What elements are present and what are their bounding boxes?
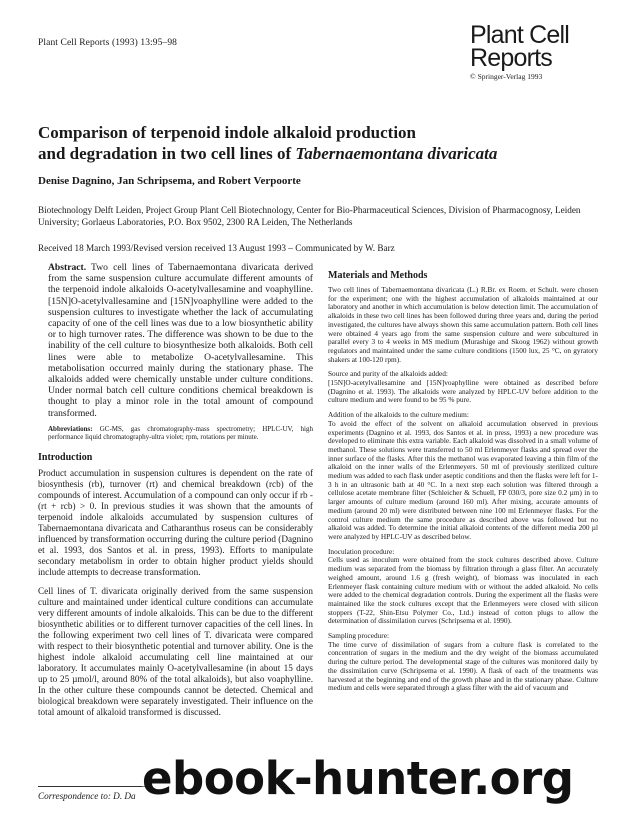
affiliation: Biotechnology Delft Leiden, Project Group Plant Cell Biotechnology, Center for Bio-Pharmaceutical Sciences, Division of Pharmacognosy, Leiden University; Gorlaeus Laboratories, P.O. Box 9502, 2300 RA Leiden, The Netherlands xyxy=(38,205,581,227)
inoculation-heading: Inoculation procedure: xyxy=(328,546,395,556)
source-heading: Source and purity of the alkaloids added: xyxy=(328,369,448,379)
abstract-text: Two cell lines of Tabernaemontana divaricata derived from the same suspension culture accumulate different amounts of the terpenoid indole alkaloids O-acetylvallesamine and voaphylline. [15N]O-acetylvallesamine and [15N]voaphylline were added to the suspension cultures to investigate whether the lack of accumulating capacity of one of the cell lines was due to a low biosynthetic ability or to high turnover rates. The difference was shown to be due to the inability of the cell culture to biosynthesize both alkaloids. Both cell lines were able to metabolize O-acetylvallesamine. This metabolisation occurred mainly during the stationary phase. The alkaloids added were chemically unstable under culture conditions. Under normal batch cell culture conditions chemical breakdown is thought to play a minor role in the total amount of compound transformed. xyxy=(48,262,313,419)
introduction-paragraph-2: Cell lines of T. divaricata originally derived from the same suspension culture and maintained under identical culture conditions can accumulate very different amounts of indole alkaloids. This can be due to the different biosynthetic abilities or to different turnover capacities of the cell lines. In the following experiment two cell lines of T. divaricata were compared with respect to their biosynthetic potential and turnover ability. One is the highest indole alkaloid accumulating cell line maintained at our laboratory. It accumulates mainly O-acetylvallesamine (in about 15 days up to 25 µmol/l, around 80% of the total alkaloids), but also voaphylline. In the other culture these compounds cannot be detected. Chemical and biological breakdown were separately investigated. Their influence on the total amount of alkaloid transformed is discussed. xyxy=(38,585,313,717)
right-column xyxy=(328,262,598,699)
authors: Denise Dagnino, Jan Schripsema, and Robert Verpoorte xyxy=(38,175,301,187)
abbreviations xyxy=(48,425,313,442)
left-column xyxy=(38,262,313,726)
methods-heading: Materials and Methods xyxy=(328,270,428,281)
source-text: [15N]O-acetylvallesamine and [15N]voaphylline were obtained as described before (Dagnino et al. 1993). The alkaloids were analyzed by HPLC-UV before addition to the culture medium and were found to be 95 % pure. xyxy=(328,378,598,405)
introduction-heading: Introduction xyxy=(38,451,93,463)
abstract xyxy=(38,262,313,419)
sampling-heading: Sampling procedure: xyxy=(328,631,389,641)
title-species: Tabernaemontana divaricata xyxy=(295,144,498,163)
sampling-text: The time curve of dissimilation of sugars from a culture flask is correlated to the concentration of sugars in the medium and the dry weight of the biomass accumulated during the culture period. The developmental stage of the cultures was monitored daily by the dissimilation curve (Schripsema et al. 1990). A flask of each of the treatments was harvested at the beginning and end of the growth phase and in the stationary phase. Culture medium and cells were separated through a glass filter with the aid of vacuum and xyxy=(328,639,598,693)
title-line-1: Comparison of terpenoid indole alkaloid production xyxy=(38,123,416,142)
watermark: ebook-hunter.org xyxy=(142,752,574,805)
publisher-copyright: © Springer-Verlag 1993 xyxy=(470,72,543,81)
footnote-rule xyxy=(38,786,148,787)
abstract-label: Abstract. xyxy=(48,262,87,273)
logo-line-1: Plant Cell xyxy=(470,21,569,49)
article-title xyxy=(38,122,598,164)
introduction-paragraph-1: Product accumulation in suspension cultures is dependent on the rate of biosynthesis (rb), turnover (rt) and chemical breakdown (rcb) of the compounds of interest. Accumulation of a compound can only occur if rb - (rt + rcb) > 0. In previous studies it was shown that the amounts of terpenoid indole alkaloids accumulated by suspension cultures of Tabernaemontana divaricata and Catharanthus roseus can be considerably influenced by transformation occurring during the culture period (Dagnino et al. 1993, dos Santos et al. in press, 1993). Efforts to manipulate secondary metabolism in order to obtain higher product yields should include attempts to decrease transformation. xyxy=(38,467,313,577)
journal-citation: Plant Cell Reports (1993) 13:95–98 xyxy=(38,38,178,48)
title-line-2: and degradation in two cell lines of xyxy=(38,144,296,163)
logo-line-2: Reports xyxy=(470,44,552,72)
inoculation-text: Cells used as inoculum were obtained from the stock cultures described above. Culture medium was separated from the biomass by filtration through a glass filter. An accurately weighed amount, around 1.6 g (fresh weight), of biomass was inoculated in each Erlenmeyer flask containing culture medium with or without the added alkaloid. No cells were added to the chemical degradation controls. During the experiment all the flasks were maintained like the stock cultures except that the Erlenmeyers were closed with silicon stoppers (T-22, Shin-Etsu Polymer Co., Ltd.) instead of cotton plugs to allow the determination of dissimilation curves (Schripsema et al. 1990). xyxy=(328,555,598,626)
received-dates: Received 18 March 1993/Revised version received 13 August 1993 – Communicated by W. Barz xyxy=(38,243,395,253)
abbreviations-text: GC-MS, gas chromatography-mass spectrometry; HPLC-UV, high performance liquid chromatography-ultra violet; rpm, rotations per minute. xyxy=(48,424,313,442)
correspondence-note: Correspondence to: D. Da xyxy=(38,791,136,801)
addition-heading: Addition of the alkaloids to the culture medium: xyxy=(328,410,469,420)
abbreviations-label: Abbreviations: xyxy=(48,424,93,433)
addition-text: To avoid the effect of the solvent on alkaloid accumulation observed in previous experiments (Dagnino et al. 1993, dos Santos et al. in press, 1993) a new procedure was developed to eliminate this extra variable. Each alkaloid was dissolved in a small volume of methanol. These solutions were transferred to 50 ml Erlenmeyer flasks and spread over the inner surface of the flasks. After this the methanol was evaporated leaving a thin film of the alkaloid on the inner walls of the Erlenmeyers. 50 ml of previously sterilized culture medium was added to each flask under aseptic conditions and then the flasks were left for 1-3 h in an ultrasonic bath at 40 °C. In a next step each solution was filtered through a cellulose acetate membrane filter (Schleicher & Schuell, FP 030/3, pore size 0.2 µm) in to larger amounts of culture medium (around 160 ml). After mixing, accurate amounts of medium (around 20 ml) were distributed between nine 100 ml Erlenmeyer flasks. For the control culture medium the same procedure as described above was followed but no alkaloid was added. To determine the initial alkaloid contents of the different media 200 µl were analyzed by HPLC-UV as described below. xyxy=(328,418,598,541)
methods-paragraph: Two cell lines of Tabernaemontana divaricata (L.) R.Br. ex Roem. et Schult. were chosen for the experiment; one with the highest accumulation of alkaloids maintained at our laboratory and another in which accumulation is below detection limit. The accumulation of alkaloids in these two cell lines has been followed during three years and, during the period investigated, the cultures have always shown this same accumulation pattern. Both cell lines were obtained 4 years ago from the same suspension culture and were subcultured in parallel every 3 to 4 weeks in MS medium (Murashige and Skoog 1962) without growth regulators and maintained under the same culture conditions (1500 lux, 25 °C, on gyratory shakers at 100-120 rpm). xyxy=(328,285,598,364)
journal-logo xyxy=(470,21,590,81)
